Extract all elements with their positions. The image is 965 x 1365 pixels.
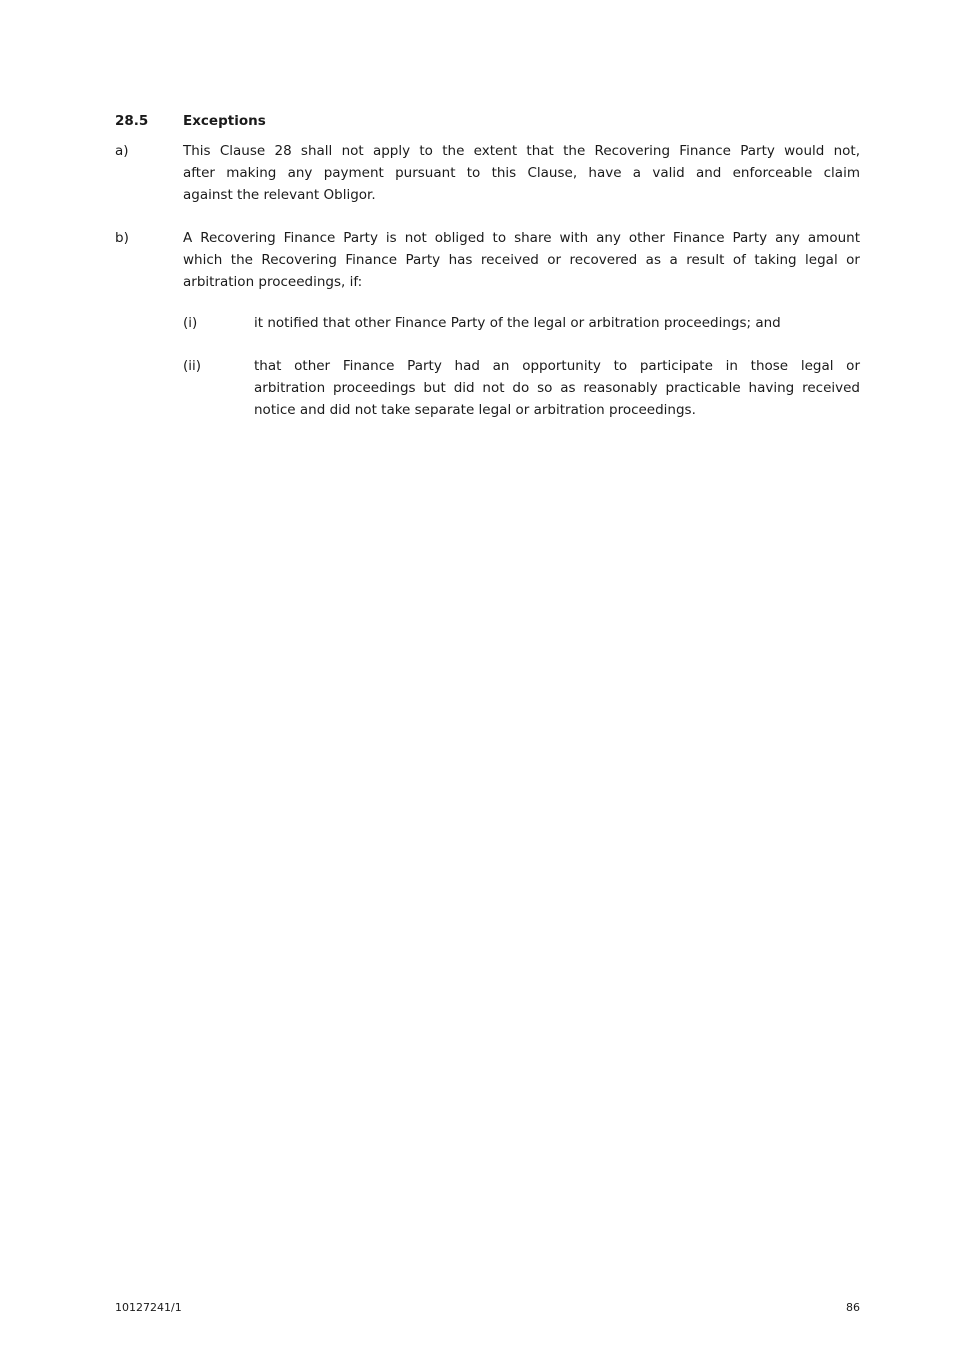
subclause-ii-line-1: that other Finance Party had an opportunity to participate in those legal or	[254, 358, 860, 374]
clause-b-text	[183, 227, 860, 293]
subclause-i-line-1: it notified that other Finance Party of the legal or arbitration proceedings; and	[254, 315, 781, 331]
subclause-i-text	[254, 312, 860, 334]
subclause-i	[183, 312, 860, 334]
clause-a-line-2: after making any payment pursuant to this Clause, have a valid and enforceable claim	[183, 165, 860, 181]
subclause-ii-line-3: notice and did not take separate legal or arbitration proceedings.	[254, 402, 696, 418]
subclause-ii-text	[254, 355, 860, 421]
footer-page-number: 86	[846, 1301, 860, 1314]
document-content	[115, 110, 860, 421]
section-heading	[115, 110, 860, 132]
clause-a-text	[183, 140, 860, 206]
clause-b-line-1: A Recovering Finance Party is not obliged to share with any other Finance Party any amount	[183, 230, 860, 246]
subclause-i-label: (i)	[183, 315, 198, 331]
footer-document-ref: 10127241/1	[115, 1301, 182, 1314]
clause-b-line-3: arbitration proceedings, if:	[183, 274, 363, 290]
clause-b-label: b)	[115, 230, 129, 246]
clause-b-line-2: which the Recovering Finance Party has received or recovered as a result of taking legal or	[183, 252, 860, 268]
subclause-ii-line-2: arbitration proceedings but did not do so as reasonably practicable having received	[254, 380, 860, 396]
clause-a-label: a)	[115, 143, 129, 159]
clause-a-line-3: against the relevant Obligor.	[183, 187, 376, 203]
subclause-ii	[183, 355, 860, 421]
subclause-ii-label: (ii)	[183, 358, 202, 374]
section-title: Exceptions	[183, 113, 266, 129]
clause-a	[115, 140, 860, 206]
clause-b	[115, 227, 860, 293]
clause-a-line-1: This Clause 28 shall not apply to the extent that the Recovering Finance Party would not,	[183, 143, 860, 159]
section-number: 28.5	[115, 113, 149, 129]
